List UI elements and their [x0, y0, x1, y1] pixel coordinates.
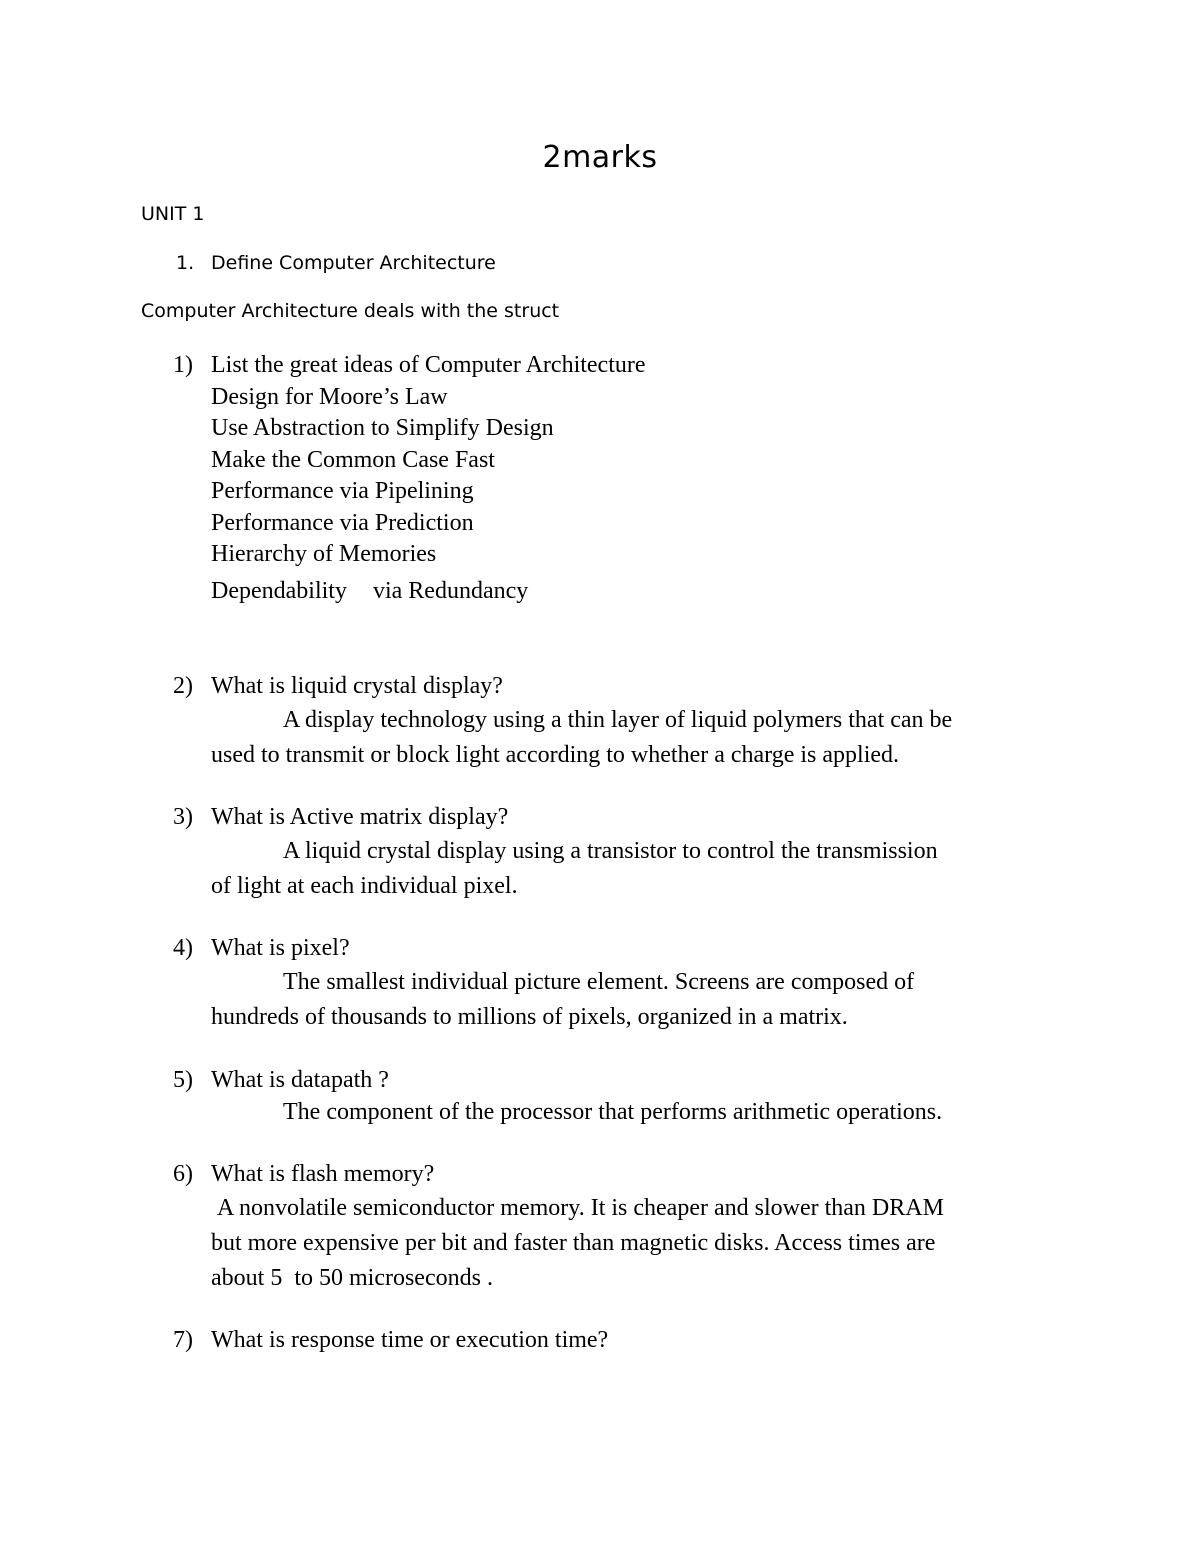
- answer-line: A display technology using a thin layer of liquid polymers that can be: [283, 706, 953, 733]
- answer-line: used to transmit or block light according to whether a charge is applied.: [211, 741, 900, 768]
- question-block: [173, 1065, 1073, 1128]
- ideas-question: [173, 350, 1073, 608]
- question-text: What is liquid crystal display?: [211, 673, 503, 699]
- question-text: What is flash memory?: [211, 1161, 435, 1187]
- question-number: 4): [173, 935, 193, 961]
- question-number: 6): [173, 1161, 193, 1187]
- answer-line: but more expensive per bit and faster than magnetic disks. Access times are: [211, 1229, 936, 1256]
- question-number: 3): [173, 804, 193, 830]
- define-question-text: Define Computer Architecture: [211, 252, 496, 274]
- answer-line: The smallest individual picture element. Screens are composed of: [283, 968, 915, 995]
- question-block: [173, 1159, 1073, 1296]
- question-number: 5): [173, 1067, 193, 1093]
- answer-text: [211, 834, 1073, 904]
- list-item: [211, 576, 1073, 608]
- ideas-list: [211, 382, 1073, 608]
- answer-text: [211, 1191, 1073, 1296]
- question-text: What is pixel?: [211, 935, 350, 961]
- answer-line: hundreds of thousands to millions of pixels, organized in a matrix.: [211, 1003, 848, 1030]
- list-item: Make the Common Case Fast: [211, 446, 495, 473]
- answer-line: A liquid crystal display using a transistor to control the transmission: [283, 837, 938, 864]
- list-item-part: via Redundancy: [372, 578, 529, 605]
- list-item: Use Abstraction to Simplify Design: [211, 415, 554, 442]
- question-block: [173, 1325, 1073, 1357]
- answer-line: A nonvolatile semiconductor memory. It is cheaper and slower than DRAM: [217, 1194, 944, 1221]
- question-number: 1): [173, 352, 193, 378]
- answer-line: of light at each individual pixel.: [211, 872, 518, 899]
- page-title: 2marks: [542, 140, 658, 175]
- answer-text: [211, 965, 1073, 1035]
- unit-heading: UNIT 1: [141, 203, 205, 225]
- list-item: Design for Moore’s Law: [211, 383, 448, 410]
- define-question-number: 1.: [176, 252, 195, 274]
- answer-text: [211, 703, 1073, 773]
- question-block: [173, 933, 1073, 1035]
- list-item: Performance via Pipelining: [211, 478, 474, 505]
- answer-text: [211, 1097, 1073, 1129]
- list-item-part: Dependability: [211, 578, 347, 605]
- question-number: 7): [173, 1327, 193, 1353]
- question-text: What is datapath ?: [211, 1067, 389, 1093]
- define-question: [176, 252, 496, 274]
- question-text: List the great ideas of Computer Architecture: [211, 352, 646, 378]
- define-answer: Computer Architecture deals with the struct: [141, 300, 560, 322]
- list-item: Performance via Prediction: [211, 509, 474, 536]
- question-block: [173, 802, 1073, 904]
- answer-line: The component of the processor that performs arithmetic operations.: [283, 1098, 943, 1125]
- answer-line: about 5 to 50 microseconds .: [211, 1264, 493, 1291]
- question-text: What is Active matrix display?: [211, 804, 509, 830]
- question-number: 2): [173, 673, 193, 699]
- list-item: Hierarchy of Memories: [211, 541, 437, 568]
- question-text: What is response time or execution time?: [211, 1327, 609, 1353]
- question-block: [173, 671, 1073, 773]
